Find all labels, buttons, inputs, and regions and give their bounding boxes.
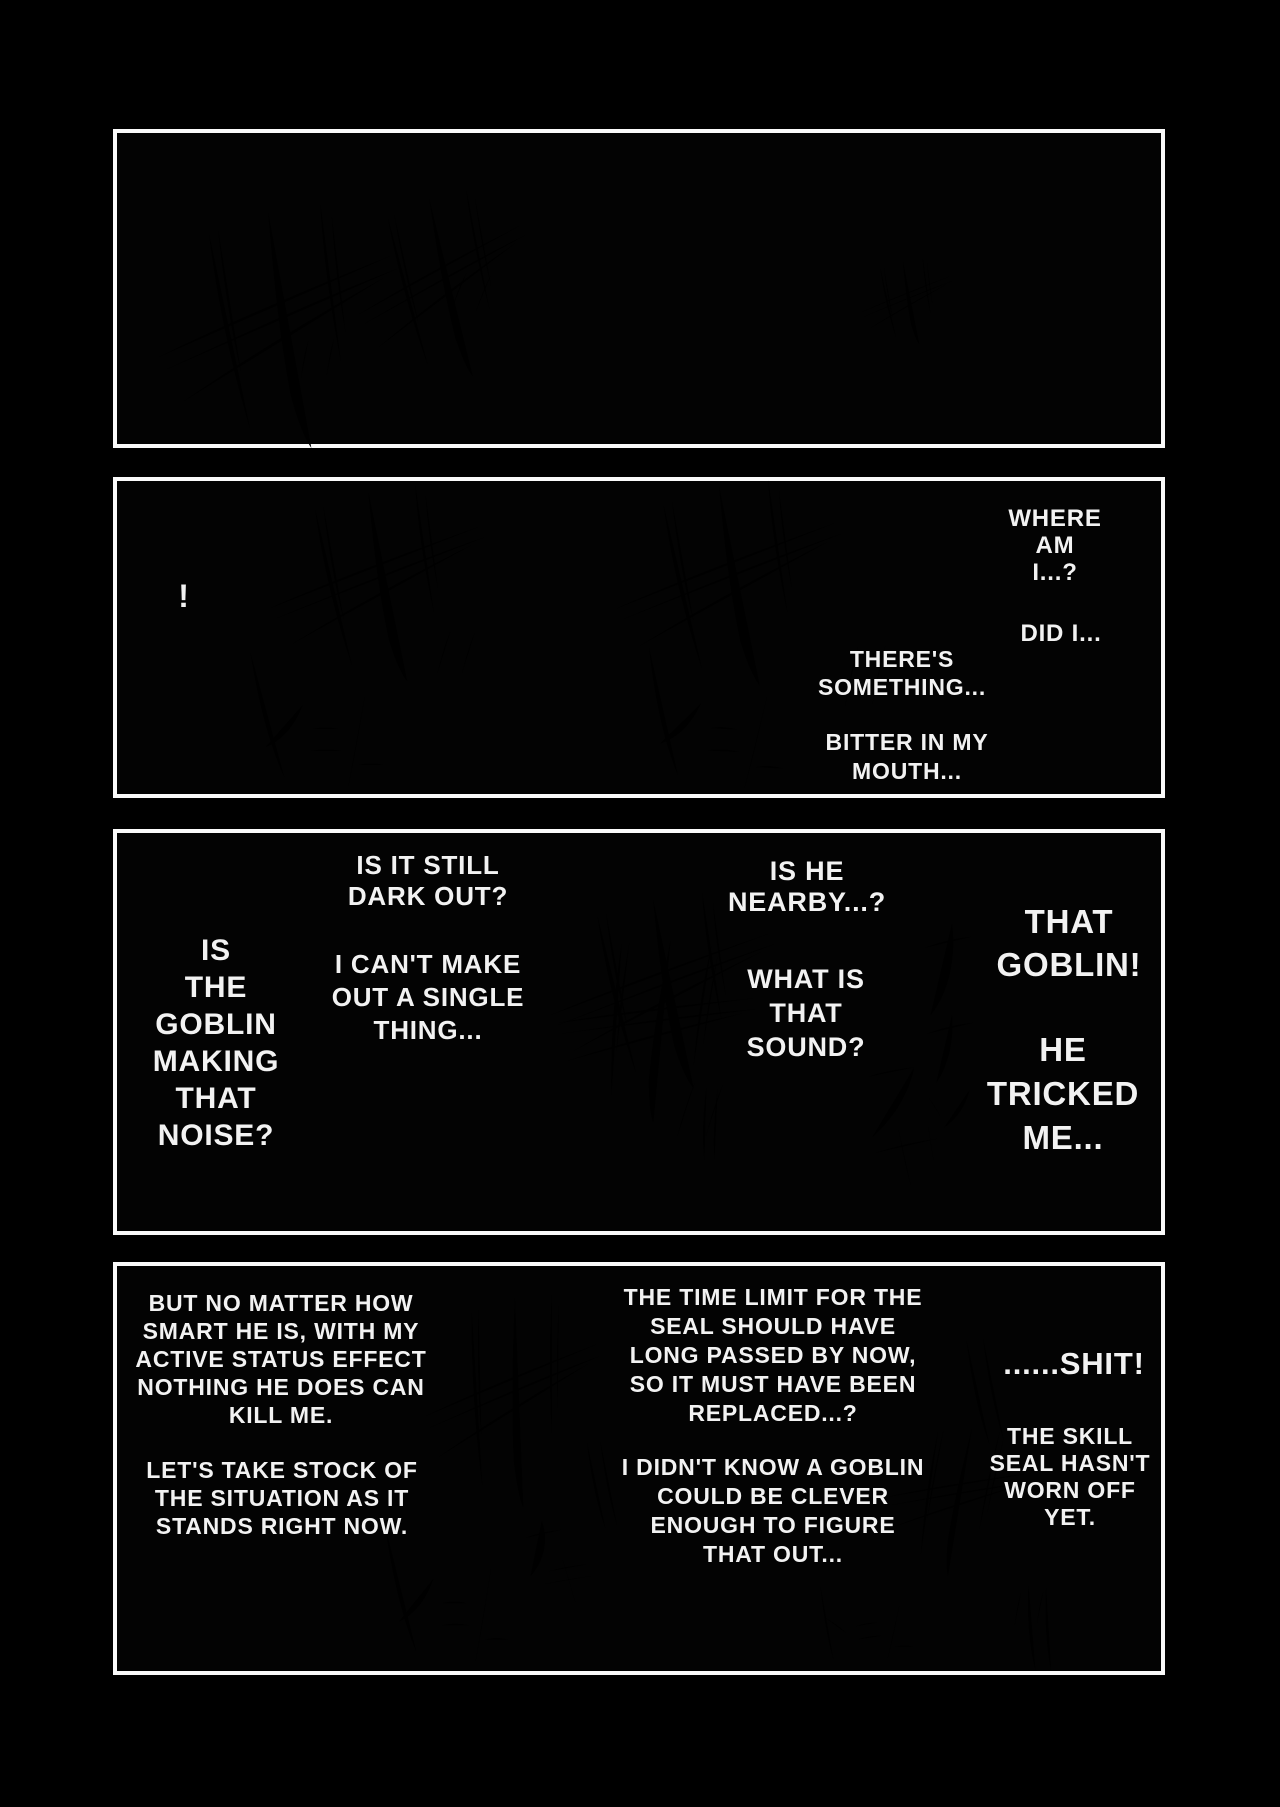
speech-line: SMART HE IS, WITH MY: [142, 1318, 420, 1344]
speech-what-sound: [747, 962, 866, 1064]
speech-line: THAT: [769, 998, 843, 1028]
sfx-doshya-icon: [368, 1518, 516, 1670]
sfx-ticks-icon: [290, 335, 345, 383]
speech-line: MAKING: [152, 1045, 280, 1078]
speech-line: WHAT IS: [747, 964, 865, 994]
speech-line: THERE'S: [849, 646, 955, 672]
speech-bitter-mouth: [826, 728, 989, 786]
speech-line: LONG PASSED BY NOW,: [629, 1342, 917, 1368]
speech-line: BITTER IN MY: [825, 729, 989, 755]
speech-line: ME...: [1022, 1119, 1104, 1156]
speech-line: NOTHING HE DOES CAN: [137, 1374, 425, 1400]
speech-exclaim: [178, 578, 189, 615]
speech-did-i: [1020, 620, 1101, 648]
speech-line: THAT: [175, 1082, 257, 1115]
speech-that-goblin: [997, 900, 1142, 986]
speech-line: I CAN'T MAKE: [334, 949, 522, 979]
speech-he-tricked-me: [987, 1028, 1139, 1160]
sfx-ticks-icon: [440, 263, 501, 323]
speech-theres-something: [818, 645, 986, 701]
speech-cant-make-out: [332, 948, 525, 1047]
speech-line: GOBLIN: [155, 1008, 277, 1041]
speech-line: ENOUGH TO FIGURE: [650, 1512, 896, 1538]
speech-line: WORN OFF: [1004, 1477, 1136, 1503]
speech-line: BUT NO MATTER HOW: [148, 1290, 414, 1316]
sfx-doshya-icon: [622, 639, 798, 800]
speech-didnt-know-goblin: [622, 1453, 924, 1569]
speech-line: ......SHIT!: [1003, 1346, 1145, 1381]
speech-line: IS HE: [769, 856, 845, 886]
speech-line: I DIDN'T KNOW A GOBLIN: [621, 1454, 925, 1480]
speech-line: THAT OUT...: [703, 1541, 843, 1567]
speech-is-he-nearby: [728, 856, 886, 918]
speech-line: OUT A SINGLE: [331, 982, 525, 1012]
speech-line: THE SITUATION AS IT: [154, 1485, 410, 1511]
speech-line: TRICKED: [986, 1075, 1140, 1112]
sfx-ticks-icon: [1005, 1588, 1053, 1630]
speech-line: I...?: [1032, 559, 1078, 586]
speech-line: WHERE: [1008, 505, 1102, 532]
speech-line: NOISE?: [157, 1119, 275, 1152]
speech-line: REPLACED...?: [688, 1400, 858, 1426]
speech-line: IS IT STILL: [356, 850, 500, 880]
sfx-zusa-icon: [860, 1058, 965, 1190]
speech-line: THE TIME LIMIT FOR THE: [623, 1284, 923, 1310]
speech-skill-seal: [990, 1423, 1151, 1531]
speech-line: SEAL HASN'T: [989, 1450, 1151, 1476]
speech-lets-take-stock: [146, 1456, 418, 1540]
speech-line: MOUTH...: [852, 758, 962, 784]
sfx-gaki-icon: [521, 1516, 609, 1614]
sfx-scratch-icon: [858, 255, 953, 345]
speech-line: HE: [1039, 1031, 1087, 1068]
speech-line: SO IT MUST HAVE BEEN: [629, 1371, 917, 1397]
speech-line: DARK OUT?: [347, 881, 509, 911]
speech-line: THE SKILL: [1006, 1423, 1134, 1449]
speech-line: KILL ME.: [228, 1402, 334, 1428]
sfx-scratch-icon: [343, 179, 536, 386]
speech-line: COULD BE CLEVER: [657, 1483, 889, 1509]
speech-line: SEAL SHOULD HAVE: [650, 1313, 896, 1339]
speech-where-am-i: [1008, 505, 1101, 586]
speech-line: AM: [1035, 532, 1075, 559]
speech-line: NEARBY...?: [727, 887, 887, 917]
sfx-toshya-icon: [804, 1583, 916, 1673]
speech-line: SOMETHING...: [817, 674, 987, 700]
speech-goblin-noise: [153, 932, 279, 1154]
speech-line: LET'S TAKE STOCK OF: [146, 1457, 418, 1483]
speech-line: DID I...: [1020, 620, 1102, 647]
speech-is-it-still-dark: [348, 850, 508, 912]
sfx-doshya-icon: [232, 645, 392, 795]
speech-line: STANDS RIGHT NOW.: [155, 1513, 409, 1539]
speech-time-limit: [624, 1283, 923, 1428]
speech-line: GOBLIN!: [996, 946, 1142, 983]
sfx-ticks-icon: [426, 623, 485, 685]
speech-line: !: [178, 578, 190, 614]
speech-shit: [1003, 1346, 1144, 1382]
speech-line: THE: [184, 971, 248, 1004]
speech-line: IS: [201, 934, 231, 967]
speech-line: ACTIVE STATUS EFFECT: [135, 1346, 427, 1372]
speech-but-no-matter: [135, 1289, 426, 1429]
speech-line: THAT: [1024, 903, 1114, 940]
speech-line: SOUND?: [746, 1032, 866, 1062]
speech-line: YET.: [1044, 1504, 1096, 1530]
speech-line: THING...: [373, 1015, 483, 1045]
